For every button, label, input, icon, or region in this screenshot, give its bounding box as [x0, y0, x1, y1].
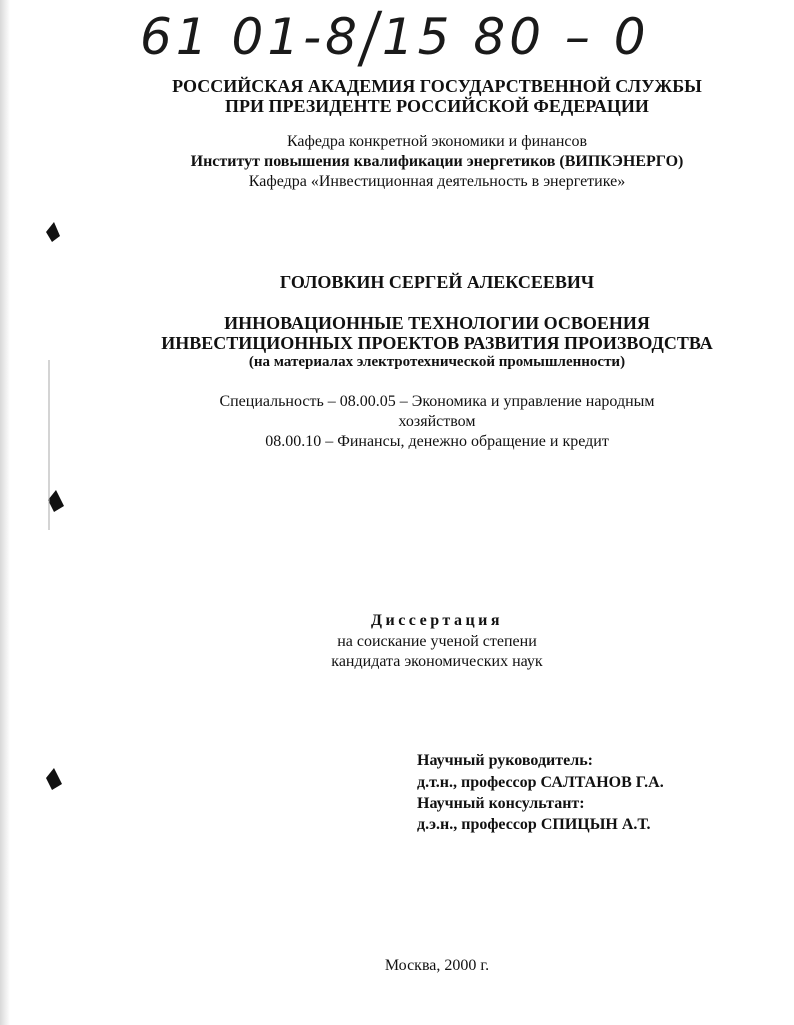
consultant-label: Научный консультант:	[417, 795, 585, 812]
handwritten-archive-number	[140, 0, 650, 77]
department-2: Кафедра «Инвестиционная деятельность в энергетике»	[248, 173, 626, 190]
binding-mark-top	[46, 222, 60, 242]
degree-line-2: кандидата экономических наук	[331, 653, 543, 670]
institute-name: Институт повышения квалификации энергетиков (ВИПКЭНЕРГО)	[190, 153, 684, 170]
specialty-line-1: Специальность – 08.00.05 – Экономика и управление народным	[219, 393, 655, 410]
place-and-year: Москва, 2000 г.	[384, 957, 490, 974]
dissertation-heading: Диссертация	[370, 612, 504, 629]
organization-line-1: РОССИЙСКАЯ АКАДЕМИЯ ГОСУДАРСТВЕННОЙ СЛУЖБЫ	[172, 76, 702, 96]
title-line-1: ИННОВАЦИОННЫЕ ТЕХНОЛОГИИ ОСВОЕНИЯ	[224, 313, 650, 333]
supervisor-name: д.т.н., профессор САЛТАНОВ Г.А.	[417, 774, 664, 791]
archive-number-slash: /	[361, 0, 382, 77]
consultant-name: д.э.н., профессор СПИЦЫН А.Т.	[417, 816, 651, 833]
scan-edge-shadow	[0, 0, 10, 1025]
title-subtitle: (на материалах электротехнической промышленности)	[248, 354, 626, 370]
binding-hole-marks	[40, 200, 80, 840]
supervisor-label: Научный руководитель:	[417, 752, 593, 769]
binding-mark-middle	[48, 490, 64, 512]
author-name: ГОЛОВКИН СЕРГЕЙ АЛЕКСЕЕВИЧ	[279, 272, 595, 292]
title-line-2: ИНВЕСТИЦИОННЫХ ПРОЕКТОВ РАЗВИТИЯ ПРОИЗВОДСТВА	[161, 333, 713, 353]
archive-number-part1: 61 01-8	[140, 8, 361, 66]
binding-mark-bottom	[46, 768, 62, 790]
archive-number-part2: 15 80 – 0	[381, 8, 650, 66]
specialty-line-3: 08.00.10 – Финансы, денежно обращение и кредит	[265, 433, 609, 450]
degree-line-1: на соискание ученой степени	[337, 633, 537, 650]
specialty-line-2: хозяйством	[398, 413, 476, 430]
organization-line-2: ПРИ ПРЕЗИДЕНТЕ РОССИЙСКОЙ ФЕДЕРАЦИИ	[225, 96, 649, 116]
department-1: Кафедра конкретной экономики и финансов	[286, 133, 588, 150]
